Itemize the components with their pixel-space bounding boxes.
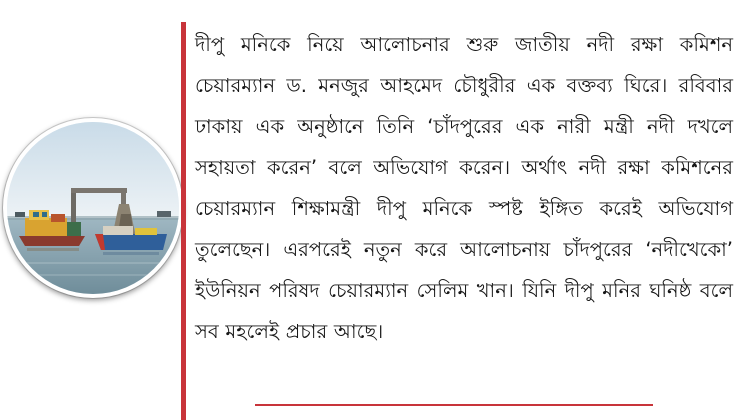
bottom-divider — [255, 404, 653, 406]
accent-bar — [181, 22, 186, 420]
dredger-illustration — [7, 122, 179, 294]
river-dredger-photo — [3, 118, 183, 298]
article-paragraph: দীপু মনিকে নিয়ে আলোচনার শুরু জাতীয় নদী রক্ষা কমিশন চেয়ারম্যান ড. মনজুর আহমেদ চৌধুরীর এক বক্তব্য ঘিরে। রবিবার ঢাকায় এক অনুষ্ঠানে তিনি ‘চাঁদপুরের এক নারী মন্ত্রী নদী দখলে সহায়তা করেন’ বলে অভিযোগ করেন। অর্থাৎ নদী রক্ষা কমিশনের চেয়ারম্যান শিক্ষামন্ত্রী দীপু মনিকে স্পষ্ট ইঙ্গিত করেই অভিযোগ তুলেছেন। এরপরেই নতুন করে আলোচনায় চাঁদপুরের ‘নদীখেকো’ ইউনিয়ন পরিষদ চেয়ারম্যান সেলিম খান। যিনি দীপু মনির ঘনিষ্ঠ বলে সব মহলেই প্রচার আছে। — [195, 33, 733, 343]
